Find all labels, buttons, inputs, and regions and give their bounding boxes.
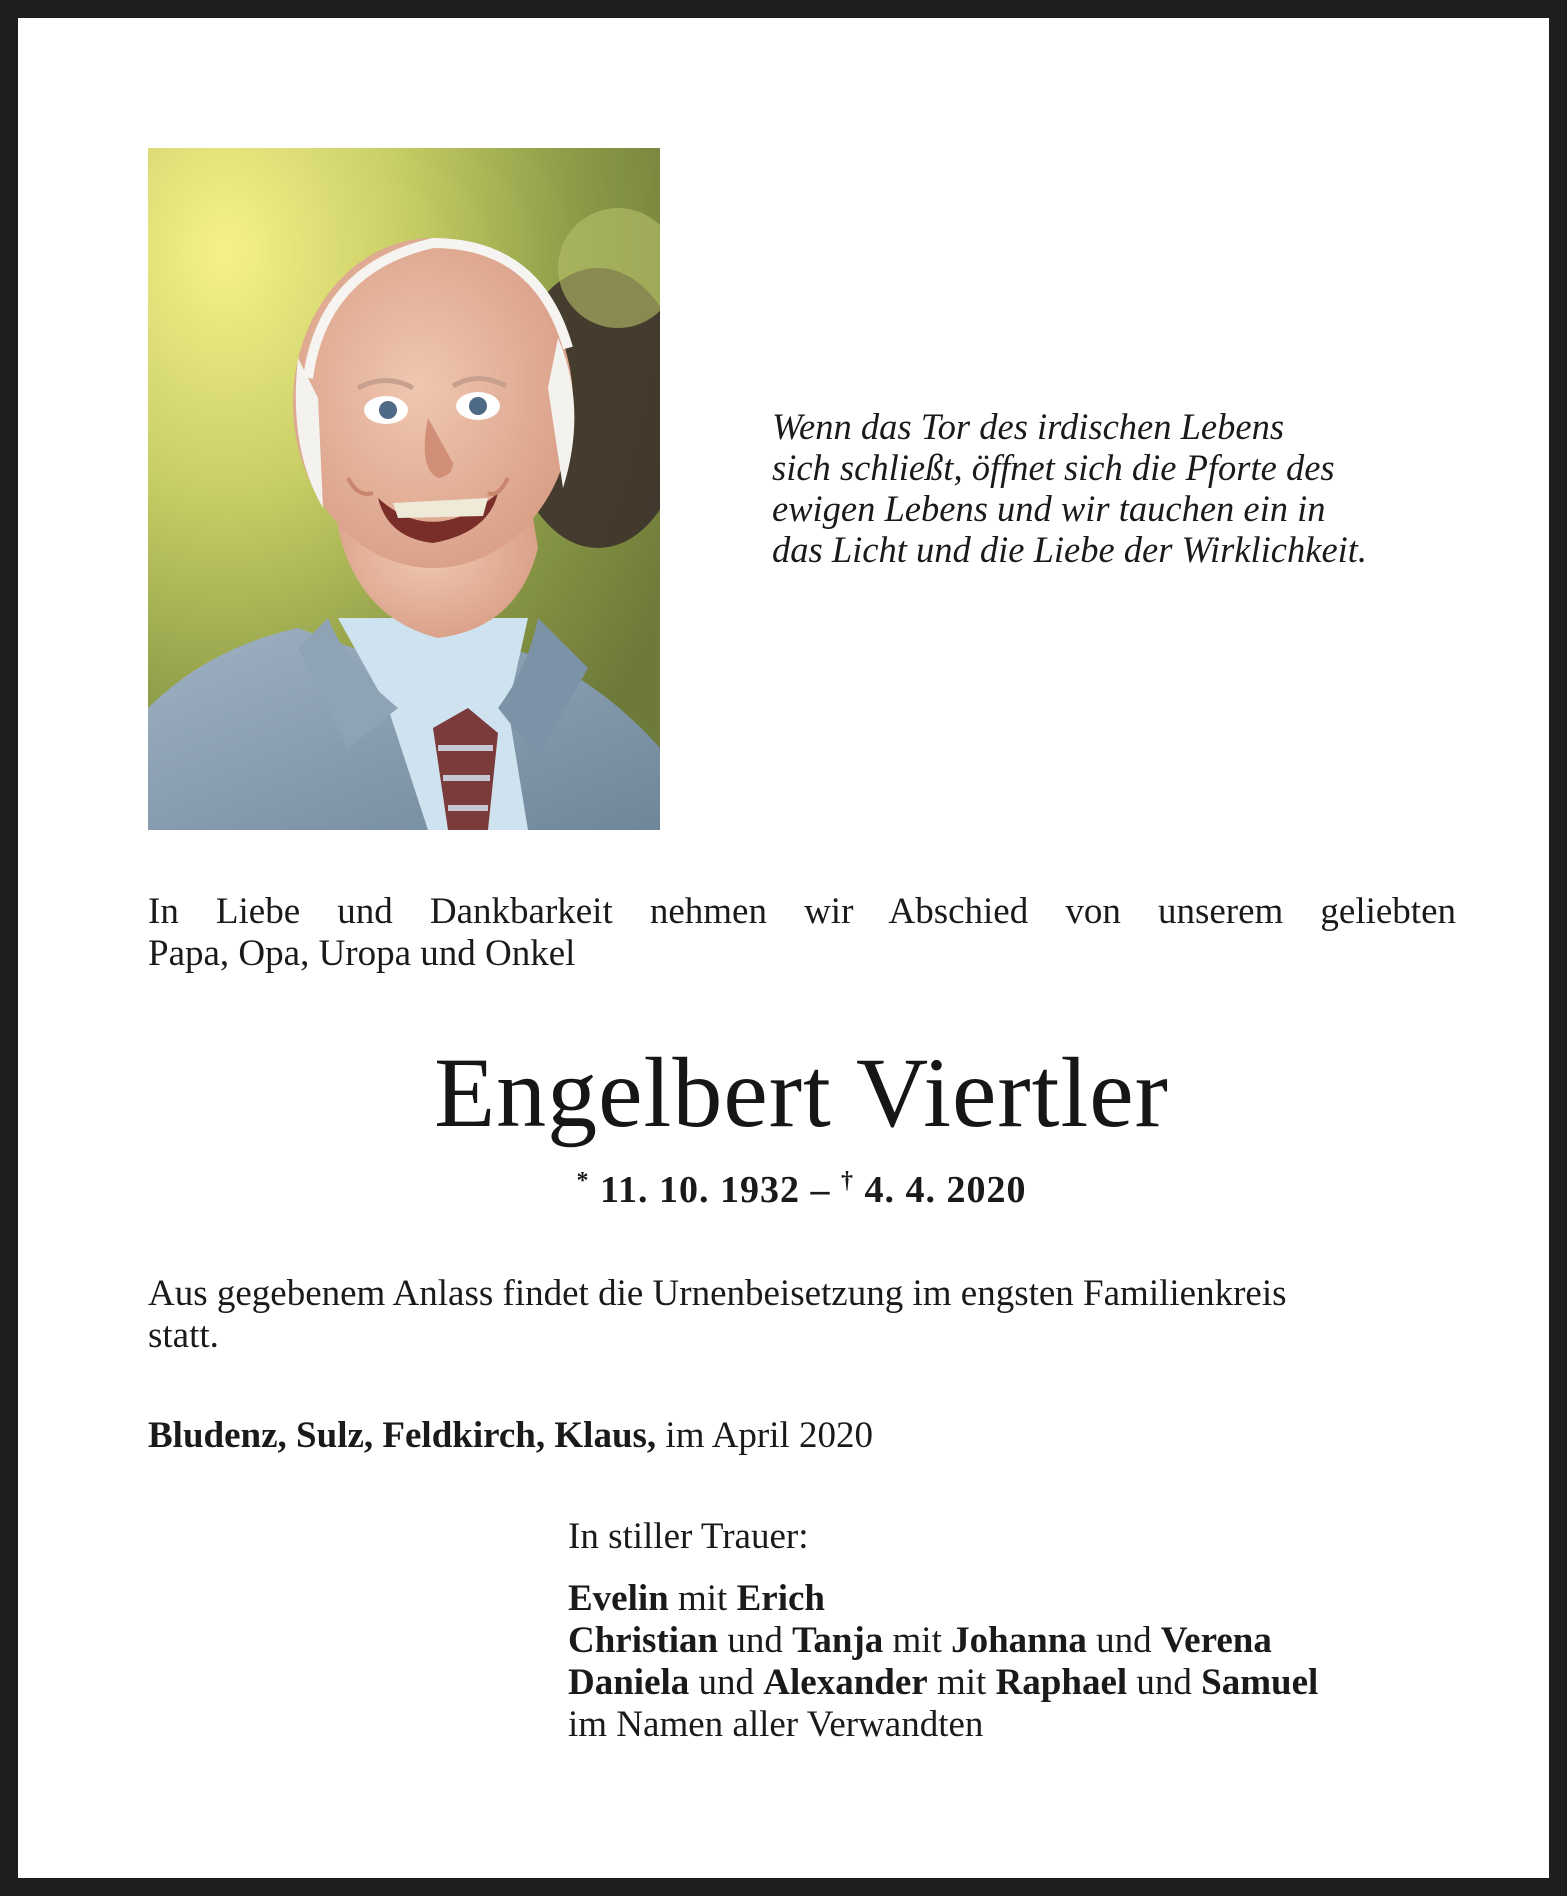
- notice-line-1: Aus gegebenem Anlass findet die Urnenbeisetzung im engsten Familienkreis: [148, 1273, 1287, 1314]
- mourners-heading: In stiller Trauer:: [568, 1516, 809, 1557]
- place-and-date: [148, 1415, 1468, 1457]
- death-symbol: †: [840, 1168, 854, 1194]
- notice-line-2: statt.: [148, 1315, 219, 1356]
- mourner-name: Erich: [736, 1578, 825, 1619]
- mourner-connector: und: [1086, 1620, 1161, 1661]
- mourner-connector: und: [718, 1620, 793, 1661]
- memorial-quote: [772, 406, 1492, 570]
- mourner-name: Alexander: [763, 1662, 928, 1703]
- quote-line: das Licht und die Liebe der Wirklichkeit.: [772, 529, 1368, 570]
- mourners-row: [568, 1578, 1468, 1620]
- mourners-row: [568, 1662, 1468, 1704]
- mourners-block: [568, 1516, 1468, 1746]
- mourner-name: Verena: [1160, 1620, 1272, 1661]
- deceased-name: Engelbert Viertler: [434, 1037, 1169, 1148]
- quote-line: sich schließt, öffnet sich die Pforte des: [772, 447, 1335, 488]
- mourner-connector: und: [1127, 1662, 1202, 1703]
- mourner-name: Evelin: [568, 1578, 669, 1619]
- intro-line-2: Papa, Opa, Uropa und Onkel: [148, 933, 576, 974]
- quote-line: Wenn das Tor des irdischen Lebens: [772, 406, 1285, 447]
- mourner-connector: mit: [668, 1578, 737, 1619]
- portrait-photo: [148, 148, 660, 830]
- mourner-name: Samuel: [1201, 1662, 1319, 1703]
- intro-line-1: In Liebe und Dankbarkeit nehmen wir Abschied von unserem geliebten: [148, 891, 1456, 932]
- mourner-name: Christian: [568, 1620, 719, 1661]
- mourner-name: Daniela: [568, 1662, 690, 1703]
- quote-line: ewigen Lebens und wir tauchen ein in: [772, 488, 1326, 529]
- farewell-intro: [148, 891, 1456, 975]
- mourner-name: Johanna: [951, 1620, 1087, 1661]
- life-dates: [18, 1168, 1567, 1212]
- place-towns: Bludenz, Sulz, Feldkirch, Klaus,: [148, 1415, 657, 1456]
- place-date: im April 2020: [656, 1415, 874, 1456]
- mourner-connector: mit: [927, 1662, 996, 1703]
- mourner-name: Raphael: [995, 1662, 1128, 1703]
- mourners-row: [568, 1620, 1468, 1662]
- burial-notice: [148, 1273, 1468, 1357]
- birth-symbol: *: [576, 1168, 590, 1194]
- mourners-closing: im Namen aller Verwandten: [568, 1704, 984, 1745]
- portrait-illustration: [148, 148, 660, 830]
- mourner-connector: mit: [883, 1620, 952, 1661]
- date-separator: –: [799, 1169, 841, 1211]
- death-date: 4. 4. 2020: [864, 1169, 1027, 1211]
- mourner-connector: und: [689, 1662, 764, 1703]
- mourner-name: Tanja: [792, 1620, 884, 1661]
- birth-date: 11. 10. 1932: [600, 1169, 800, 1211]
